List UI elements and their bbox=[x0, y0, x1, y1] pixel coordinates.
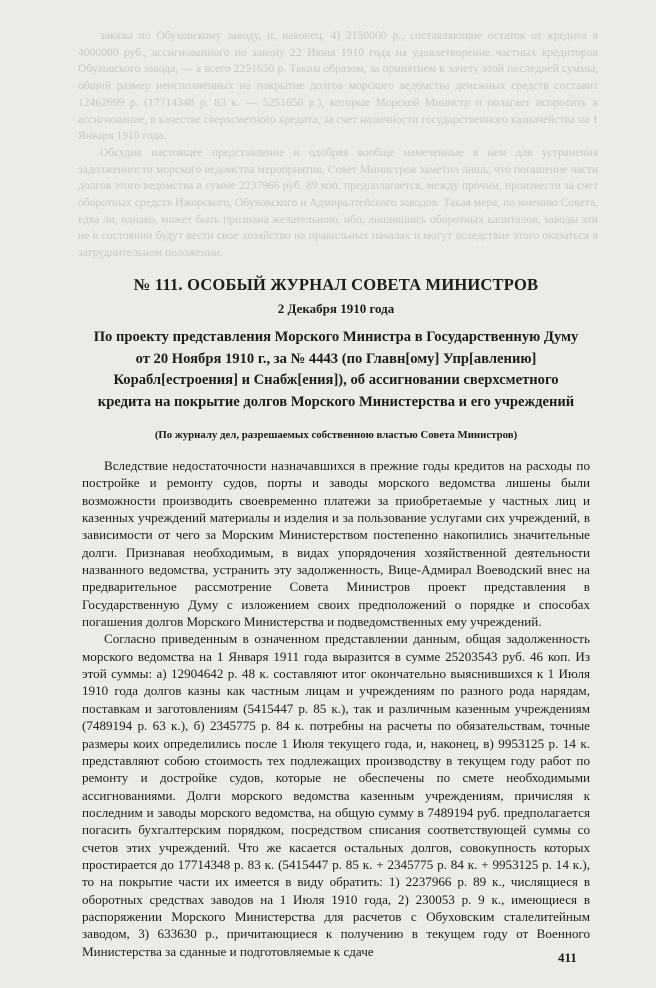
bleed-through-text bbox=[78, 28, 598, 262]
body-paragraph-2: Согласно приведенным в означенном представлении данным, общая задолженность морского ведомства на 1 Января 1911 года выразится в сумме 25203543 руб. 46 коп. Из этой суммы: а) 12904642 р. 48 к. составляют итог окончательно выяснившихся к 1 Июля 1910 года долгов казны как частным лицам и учреждениям по разного рода нарядам, поставкам и заготовлениям (5415447 р. 85 к.), так и различным казенным учреждениям (7489194 р. 63 к.), б) 2345775 р. 84 к. потребны на расчеты по обязательствам, точные размеры коих определились после 1 Июля текущего года, и, наконец, в) 9953125 р. 14 к. представляют собою стоимость тех подлежащих производству в текущем году работ по ремонту и достройке судов, которые не обеспечены по смете необходимыми ассигнованиями. Долги морского ведомства казенным учреждениям, причисляя к последним и заводы морского ведомства, на общую сумму в 7489194 руб. предполагается погасить бухгалтерским порядком, посредством списания соответствующей суммы со счетов этих учреждений. Что же касается остальных долгов, совокупность которых простирается до 17714348 р. 83 к. (5415447 р. 85 к. + 2345775 р. 84 к. + 9953125 р. 14 к.), то на покрытие части их имеется в виду обратить: 1) 2237966 р. 89 к., числящиеся в оборотных средствах заводов на 1 Июля 1910 года, 2) 230053 р. 9 к., имеющиеся в распоряжении Морского Министерства для расчетов с Обуховским сталелитейным заводом, 3) 633630 р., причитающиеся к получению в текущем году от Военного Министерства за сданные и подготовляемые к сдаче bbox=[82, 631, 590, 959]
document-subject: По проекту представления Морского Министра в Государственную Думу от 20 Ноября 1910 г., за № 4443 (по Главн[ому] Упр[авлению] Корабл[естроения] и Снабж[ения]), об ассигновании сверхсметного кредита на покрытие долгов Морского Министерства и его учреждений bbox=[93, 329, 579, 410]
document-content bbox=[82, 275, 590, 960]
bleed-through-paragraph: Обсудив настоящее представление и одобряя вообще намеченные в нем для устранения задолженности морского ведомства мероприятия, Совет Министров заметил лишь, что погашение части долгов этого ведомства в сумме 2237966 руб. 89 коп. предполагается, между прочим, произвести за счет оборотных средств Ижорского, Обуховского и Адмиралтейского заводов. Такая мера, по мнению Совета, едва ли, однако, может быть признана желательною, ибо, лишившись оборотных капиталов, заводы эти не в состоянии будут вести свое хозяйство на правильных началах и могут вследствие этого оказаться в затруднительном положении. bbox=[78, 145, 598, 260]
document-note: (По журналу дел, разрешаемых собственною властью Совета Министров) bbox=[154, 429, 518, 441]
document-date: 2 Декабря 1910 года bbox=[277, 301, 395, 316]
page-number: 411 bbox=[558, 950, 577, 965]
document-body bbox=[82, 457, 590, 960]
document-heading: № 111. ОСОБЫЙ ЖУРНАЛ СОВЕТА МИНИСТРОВ bbox=[133, 275, 539, 294]
bleed-through-paragraph: заказы по Обуховскому заводу, и, наконец, 4) 2150000 р., составляющие остаток от кредита в 4000000 руб., ассигнованного по закону 22 Июня 1910 года на удовлетворение частных кредиторов Обуховского завода, — а всего 2251650 р. Таким образом, за принятием к зачету этой последней суммы, общий размер неисполненных на покрытие долгов морского ведомства денежных средств составит 12462699 р. (17714348 р. 83 к. — 5251650 р.), которые Морской Министр и полагает испросить в ассигнование, в качестве сверхсметного кредита, за счет наличности государственного казначейства на 1 Января 1910 года. bbox=[78, 29, 598, 143]
body-paragraph-1: Вследствие недостаточности назначавшихся в прежние годы кредитов на расходы по постройке и ремонту судов, порты и заводы морского ведомства лишены были возможности производить своевременно платежи за приобретаемые у частных лиц и казенных учреждений материалы и изделия и за пользование услугами сих учреждений, в зависимости от чего за Морским Министерством постепенно накопились значительные долги. Признавая необходимым, в видах упорядочения хозяйственной деятельности названного ведомства, устранить эту задолженность, Вице-Адмирал Воеводский внес на предварительное рассмотрение Совета Министров проект представления в Государственную Думу с изложением своих предположений о порядке и способах погашения долгов Морского Министерства и подведомственных ему учреждений. bbox=[82, 458, 590, 630]
